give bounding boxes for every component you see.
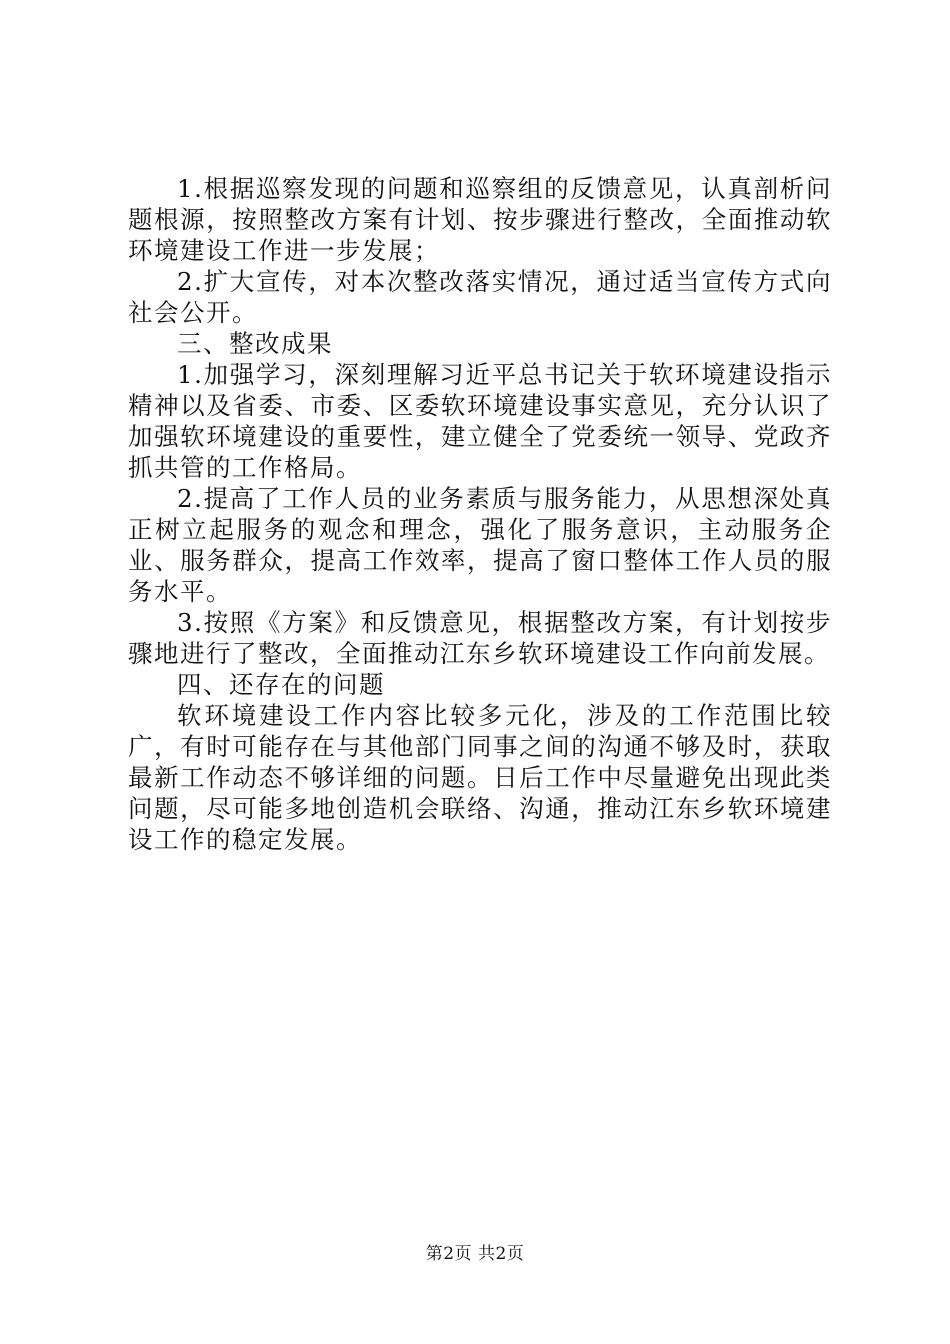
page-number-footer: 第2页 共2页	[425, 1244, 525, 1264]
paragraph-result-item-2: 2.提高了工作人员的业务素质与服务能力，从思想深处真正树立起服务的观念和理念，强化了服务意识，主动服务企业、服务群众，提高工作效率，提高了窗口整体工作人员的服务水平。	[128, 484, 832, 606]
paragraph-rectification-item-2: 2.扩大宣传，对本次整改落实情况，通过适当宣传方式向社会公开。	[128, 267, 832, 327]
paragraph-result-item-1: 1.加强学习，深刻理解习近平总书记关于软环境建设指示精神以及省委、市委、区委软环境建设事实意见，充分认识了加强软环境建设的重要性，建立健全了党委统一领导、党政齐抓共管的工作格局。	[128, 360, 832, 482]
paragraph-remaining-problems: 软环境建设工作内容比较多元化，涉及的工作范围比较广，有时可能存在与其他部门同事之间的沟通不够及时，获取最新工作动态不够详细的问题。日后工作中尽量避免出现此类问题，尽可能多地创造机会联络、沟通，推动江东乡软环境建设工作的稳定发展。	[128, 701, 832, 854]
section-heading-results: 三、整改成果	[177, 329, 333, 358]
paragraph-rectification-item-1: 1.根据巡察发现的问题和巡察组的反馈意见，认真剖析问题根源，按照整改方案有计划、按步骤进行整改，全面推动软环境建设工作进一步发展；	[128, 174, 832, 265]
document-body	[128, 173, 832, 855]
paragraph-result-item-3: 3.按照《方案》和反馈意见，根据整改方案，有计划按步骤地进行了整改，全面推动江东乡软环境建设工作向前发展。	[128, 608, 832, 668]
section-heading-remaining-problems: 四、还存在的问题	[177, 670, 385, 699]
